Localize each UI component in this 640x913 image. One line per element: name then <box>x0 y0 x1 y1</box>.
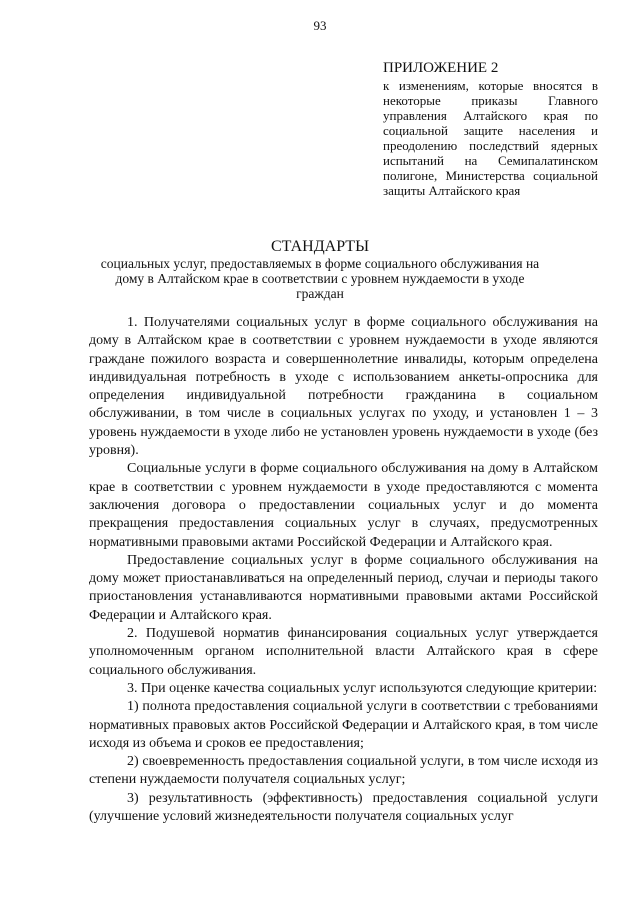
paragraph: 2) своевременность предоставления социальной услуги, в том числе исходя из степени нуждаемости получателя социальных услуг; <box>89 754 598 788</box>
paragraph: 1. Получателями социальных услуг в форме социального обслуживания на дому в Алтайском крае в соответствии с уровнем нуждаемости в уходе являются граждане пожилого возраста и совершеннолетние инвалиды, которым определена индивидуальная потребность в уходе с использованием анкеты-опросника для определения индивидуальной потребности гражданина в социальном обслуживании, в том числе в социальных услугах по уходу, и установлен 1 – 3 уровень нуждаемости в уходе либо не установлен уровень нуждаемости в уходе (без уровня). <box>89 315 598 459</box>
paragraph: 2. Подушевой норматив финансирования социальных услуг утверждается уполномоченным органом исполнительной власти Алтайского края в сфере социального обслуживания. <box>89 626 598 678</box>
document-title: СТАНДАРТЫ <box>270 238 370 255</box>
appendix-title: ПРИЛОЖЕНИЕ 2 <box>383 60 499 76</box>
paragraph: 3) результативность (эффективность) предоставления социальной услуги (улучшение условий жизнедеятельности получателя социальных услуг <box>89 790 598 825</box>
paragraph: Социальные услуги в форме социального обслуживания на дому в Алтайском крае в соответствии с уровнем нуждаемости в уходе предоставляются с момента заключения договора о предоставлении социальных услуг и до момента прекращения предоставления социальных услуг в случаях, предусмотренных нормативными правовыми актами Российской Федерации и Алтайского края. <box>89 461 598 550</box>
paragraph: 1) полнота предоставления социальной услуги в соответствии с требованиями нормативных правовых актов Российской Федерации и Алтайского края, в том числе исходя из объема и сроков ее предоставления; <box>89 699 598 751</box>
paragraph: Предоставление социальных услуг в форме социального обслуживания на дому может приостанавливаться на определенный период, случаи и периоды такого приостановления устанавливаются нормативными правовыми актами Российской Федерации и Алтайского края. <box>89 552 598 623</box>
document-heading <box>100 238 540 301</box>
paragraph: 3. При оценке качества социальных услуг используются следующие критерии: <box>127 680 598 696</box>
document-subtitle: социальных услуг, предоставляемых в форме социального обслуживания на дому в Алтайском крае в соответствии с уровнем нуждаемости в уходе граждан <box>100 256 540 301</box>
document-body <box>89 314 598 826</box>
appendix-text: к изменениям, которые вносятся в некоторые приказы Главного управления Алтайского края по социальной защите населения и преодолению последствий ядерных испытаний на Семипалатинском полигоне, Министерства социальной защиты Алтайского края <box>383 78 598 198</box>
page-number: 93 <box>313 18 327 33</box>
appendix-block <box>383 60 598 198</box>
